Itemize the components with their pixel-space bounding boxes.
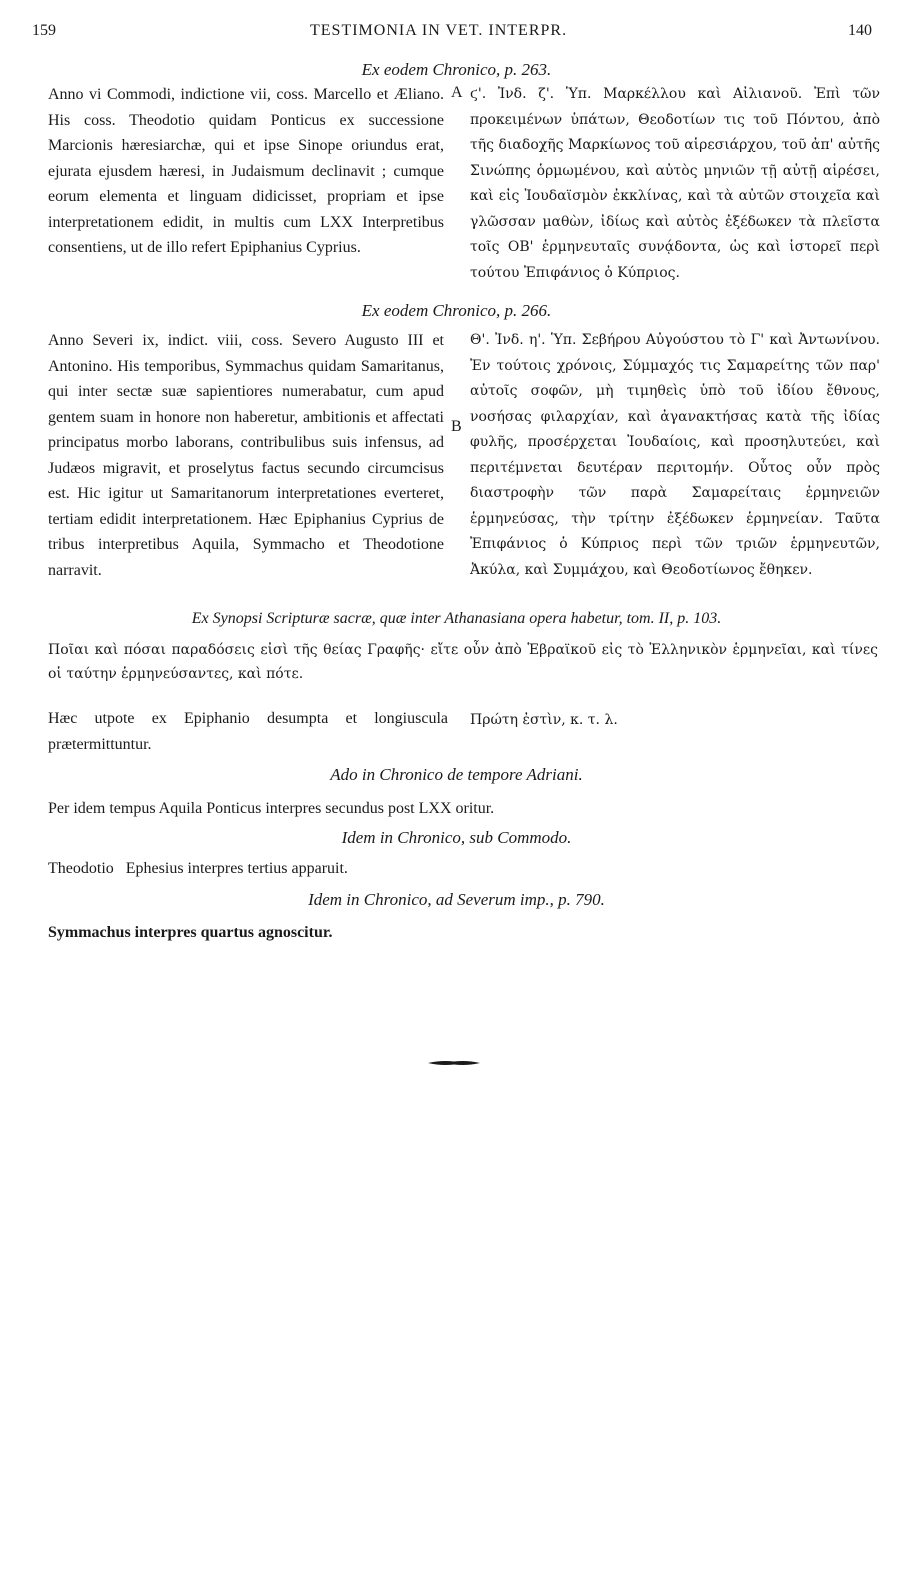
page-number-left: 159 — [32, 22, 56, 39]
running-title: TESTIMONIA IN VET. INTERPR. — [310, 22, 568, 39]
section2-latin: Anno Severi ix, indict. viii, coss. Severo Augusto III et Antonino. His temporibus, Symmachus quidam Samaritanus, qui inter sectæ suæ sapientiores numerabatur, cum apud gentem suam in honore non haberetur, ambitionis et affectati principatus morbo laborans, contribulibus suis infensus, ad Judæos migravit, et proselytus factus secundo circumcisus est. Hic igitur ut Samaritanorum interpretationes everteret, tertiam edidit interpretationem. Hæc Epiphanius Cyprius de tribus interpretibus Aquila, Symmacho et Theodotione narravit. — [48, 332, 444, 579]
section3-greek-full: Ποῖαι καὶ πόσαι παραδόσεις εἰσὶ τῆς θείας Γραφῆς· εἴτε οὖν ἀπὸ Ἑβραϊκοῦ εἰς τὸ Ἑλληνικὸν ἑρμηνεῖαι, καὶ τίνες οἱ ταύτην ἑρμηνεύσαντες, καὶ πότε. — [48, 642, 878, 682]
section2-title: Ex eodem Chronico, p. 266. — [361, 301, 552, 320]
section1-title: Ex eodem Chronico, p. 263. — [361, 60, 552, 79]
section5-text: Theodotio Ephesius interpres tertius apparuit. — [48, 860, 348, 877]
section3-greek: Πρώτη ἐστὶν, κ. τ. λ. — [470, 712, 618, 728]
section5-title: Idem in Chronico, sub Commodo. — [341, 828, 572, 847]
section6-title: Idem in Chronico, ad Severum imp., p. 790. — [308, 890, 605, 909]
page-number-right: 140 — [848, 22, 872, 39]
section2-greek: Θ'. Ἰνδ. η'. Ὑπ. Σεβήρου Αὐγούστου τὸ Γ' καὶ Ἀντωνίνου. Ἐν τούτοις χρόνοις, Σύμμαχός τις Σαμαρείτης τῶν παρ' αὐτοῖς σοφῶν, μὴ τιμηθεὶς ὑπὸ τοῦ ἰδίου ἔθνους, νοσήσας φιλαρχίαν, καὶ ἀγανακτήσας κατὰ τῆς ἰδίας φυλῆς, προσέρχεται Ἰουδαίοις, καὶ προσηλυτεύει, καὶ περιτέμνεται δευτέραν περιτομήν. Οὗτος οὖν πρὸς διαστροφὴν τῶν παρὰ Σαμαρείταις ἑρμηνειῶν ἑρμηνεύσας, τὴν τρίτην ἐξέδωκεν ἑρμηνείαν. Ταῦτα Ἐπιφάνιος ὁ Κύπριος περὶ τῶν τριῶν ἑρμηνευτῶν, Ἀκύλα, καὶ Συμμάχου, καὶ Θεοδοτίωνος ἔθηκεν. — [470, 332, 880, 578]
section4-title: Ado in Chronico de tempore Adriani. — [330, 765, 583, 784]
section4-text: Per idem tempus Aquila Ponticus interpres secundus post LXX oritur. — [48, 800, 495, 817]
section1-greek: ϛ'. Ἰνδ. ζ'. Ὑπ. Μαρκέλλου καὶ Αἰλιανοῦ. Ἐπὶ τῶν προκειμένων ὑπάτων, Θεοδοτίων τις τοῦ Πόντου, ἀπὸ τῆς διαδοχῆς Μαρκίωνος τοῦ αἱρεσιάρχου, τοῦ ἀπ' αὐτῆς Σινώπης ὁρμωμένου, καὶ αὐτὸς μηνιῶν τῇ αὐτῇ αἱρέσει, καὶ εἰς Ἰουδαϊσμὸν ἐκκλίνας, καὶ τὰ αὐτῶν στοιχεῖα καὶ γλῶσσαν μαθὼν, ἰδίως καὶ αὐτὸς ἐξέδωκεν τὰ πλεῖστα τοῖς ΟΒ' ἑρμηνευταῖς συνᾴδοντα, ὡς καὶ ἱστορεῖ περὶ τούτου Ἐπιφάνιος ὁ Κύπριος. — [470, 86, 880, 281]
end-ornament — [428, 1060, 480, 1066]
section3-latin: Hæc utpote ex Epiphanio desumpta et longiuscula prætermittuntur. — [48, 710, 448, 753]
section2-marker: B — [451, 418, 462, 435]
section1-marker: A — [451, 84, 463, 101]
section3-title: Ex Synopsi Scripturæ sacræ, quæ inter Athanasiana opera habetur, tom. II, p. 103. — [191, 610, 722, 627]
section1-latin: Anno vi Commodi, indictione vii, coss. Marcello et Æliano. His coss. Theodotio quidam Ponticus ex successione Marcionis hæresiarchæ, qui et ipse Sinope oriundus erat, ejurata ejusdem hæresi, in Judaismum declinavit ; cumque eorum elementa et linguam didicisset, propriam et ipse interpretationem edidit, in multis cum LXX Interpretibus consentiens, ut de illo refert Epiphanius Cyprius. — [48, 86, 444, 256]
section6-text: Symmachus interpres quartus agnoscitur. — [48, 924, 333, 941]
